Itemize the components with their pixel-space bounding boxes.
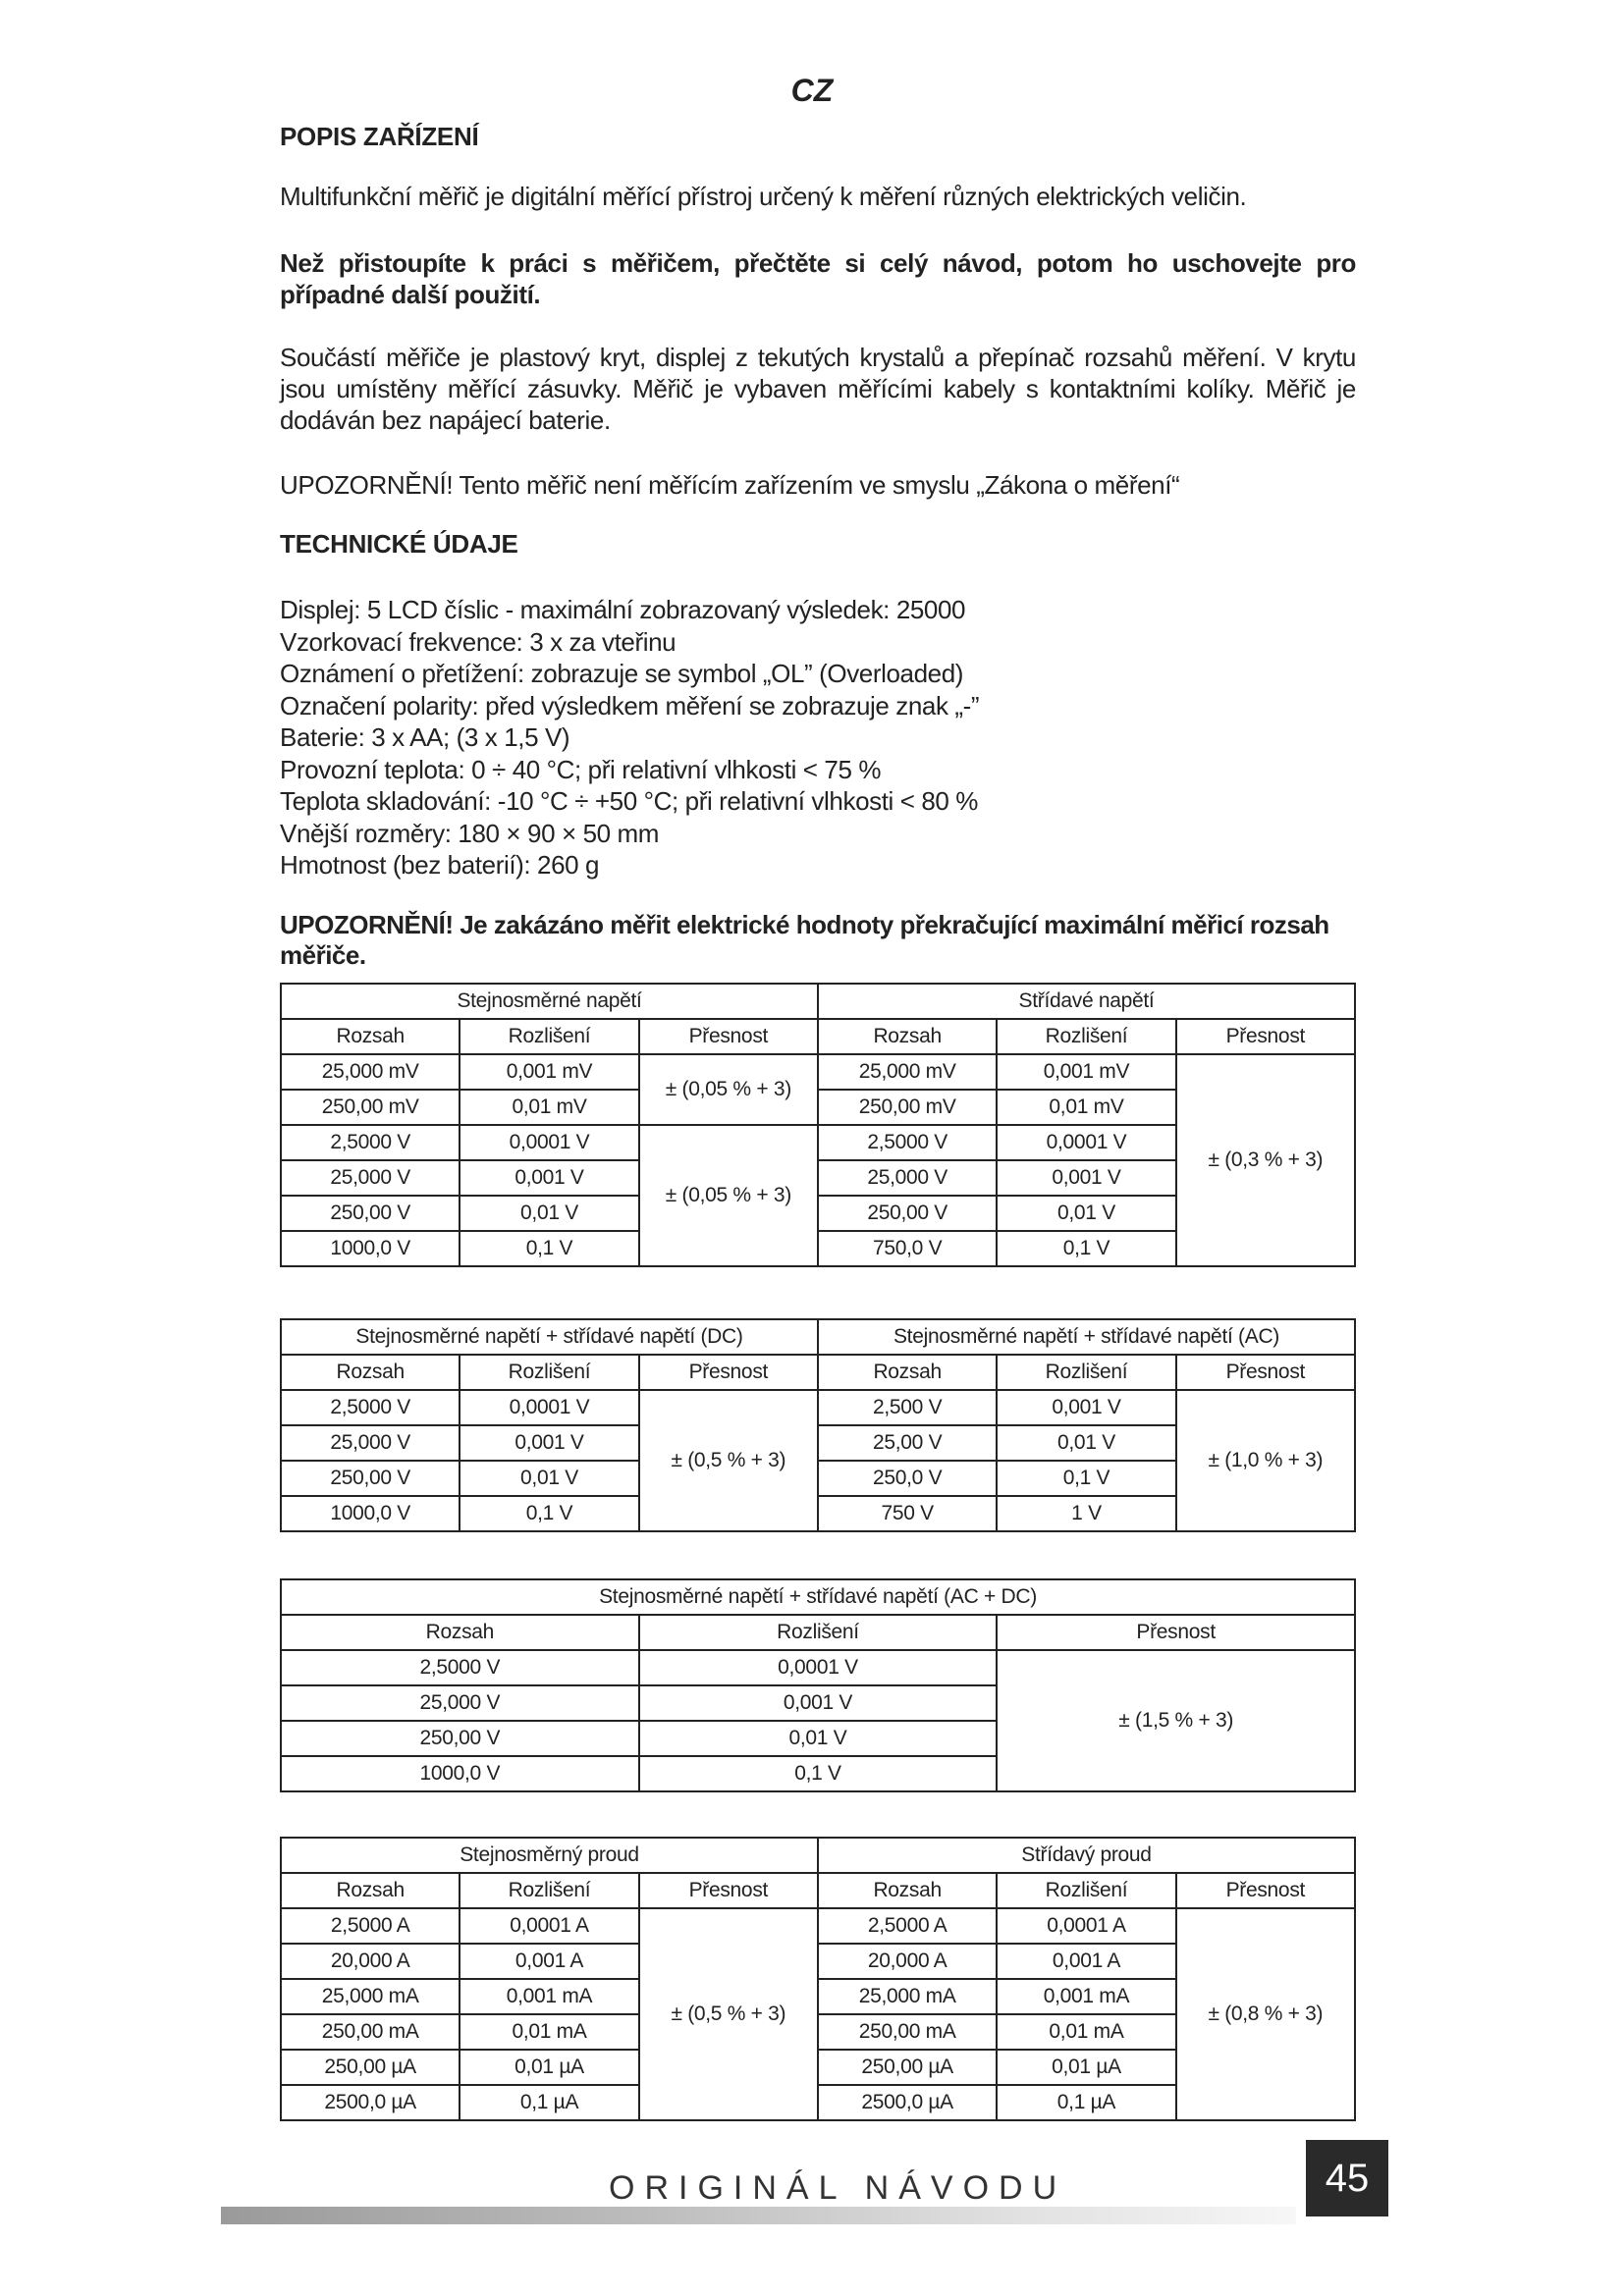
spec-item: Oznámení o přetížení: zobrazuje se symbol „OL” (Overloaded) xyxy=(280,659,964,688)
col-resolution: Rozlišení xyxy=(997,1019,1175,1054)
accuracy-cell: ± (0,3 % + 3) xyxy=(1176,1054,1355,1266)
table-cell: 25,000 mA xyxy=(281,1979,460,2014)
table-cell: 750 V xyxy=(818,1496,997,1531)
table-header-row xyxy=(281,1838,1355,1873)
table-cell: 1000,0 V xyxy=(281,1496,460,1531)
table-cell: 1000,0 V xyxy=(281,1756,639,1791)
table-cell: 0,001 mV xyxy=(460,1054,638,1090)
table-cell: 25,000 mV xyxy=(281,1054,460,1090)
table-cell: 250,00 V xyxy=(281,1196,460,1231)
col-resolution: Rozlišení xyxy=(460,1355,638,1390)
table-cell: 0,1 V xyxy=(460,1231,638,1266)
table-cell: 0,01 mV xyxy=(997,1090,1175,1125)
table-cell: 2,5000 V xyxy=(281,1650,639,1685)
table-cell: 0,001 mA xyxy=(460,1979,638,2014)
col-range: Rozsah xyxy=(818,1873,997,1908)
accuracy-cell: ± (0,5 % + 3) xyxy=(639,1390,818,1531)
col-accuracy: Přesnost xyxy=(997,1615,1355,1650)
range-warning: UPOZORNĚNÍ! Je zakázáno měřit elektrické hodnoty překračující maximální měřicí rozsah měřiče. xyxy=(280,910,1329,970)
table-cell: 25,000 mA xyxy=(818,1979,997,2014)
table-cell: 2500,0 µA xyxy=(818,2085,997,2120)
dc-ac-voltage-table xyxy=(280,1318,1356,1532)
col-accuracy: Přesnost xyxy=(639,1355,818,1390)
intro-paragraph: Multifunkční měřič je digitální měřící přístroj určený k měření různých elektrických veličin. xyxy=(280,182,1247,211)
spec-item: Vzorkovací frekvence: 3 x za vteřinu xyxy=(280,626,677,657)
accuracy-cell: ± (0,05 % + 3) xyxy=(639,1054,818,1125)
table-cell: 250,00 V xyxy=(818,1196,997,1231)
table-cell: 0,001 V xyxy=(460,1425,638,1461)
table-cell: 0,01 V xyxy=(460,1196,638,1231)
col-resolution: Rozlišení xyxy=(460,1019,638,1054)
current-table xyxy=(280,1837,1356,2121)
table-cell: 2,500 V xyxy=(818,1390,997,1425)
accuracy-cell: ± (1,5 % + 3) xyxy=(997,1650,1355,1791)
table-cell: 1 V xyxy=(997,1496,1175,1531)
table-cell: 0,01 V xyxy=(639,1721,998,1756)
table-cell: 1000,0 V xyxy=(281,1231,460,1266)
table-cell: 25,000 V xyxy=(281,1425,460,1461)
table-header-row xyxy=(281,1579,1355,1615)
table-cell: 0,01 mV xyxy=(460,1090,638,1125)
spec-item: Provozní teplota: 0 ÷ 40 °C; při relativní vlhkosti < 75 % xyxy=(280,754,882,784)
col-range: Rozsah xyxy=(281,1615,639,1650)
col-accuracy: Přesnost xyxy=(1176,1019,1355,1054)
accuracy-cell: ± (1,0 % + 3) xyxy=(1176,1390,1355,1531)
table-cell: 2,5000 V xyxy=(818,1125,997,1160)
col-resolution: Rozlišení xyxy=(997,1355,1175,1390)
col-resolution: Rozlišení xyxy=(639,1615,998,1650)
table-cell: 250,00 µA xyxy=(818,2050,997,2085)
table-cell: 25,00 V xyxy=(818,1425,997,1461)
table-cell: 0,001 V xyxy=(460,1160,638,1196)
table-cell: 0,01 µA xyxy=(460,2050,638,2085)
accuracy-cell: ± (0,05 % + 3) xyxy=(639,1125,818,1266)
table-cell: 250,0 V xyxy=(818,1461,997,1496)
table-cell: 0,001 A xyxy=(460,1944,638,1979)
table-cell: 0,001 V xyxy=(997,1160,1175,1196)
table-row xyxy=(281,1650,1355,1685)
dc-current-header: Stejnosměrný proud xyxy=(281,1838,818,1873)
table-cell: 2,5000 V xyxy=(281,1125,460,1160)
dc-voltage-header: Stejnosměrné napětí xyxy=(281,984,818,1019)
read-manual-paragraph: Než přistoupíte k práci s měřičem, přečtěte si celý návod, potom ho uschovejte pro případné další použití. xyxy=(280,248,1356,309)
table-cell: 250,00 V xyxy=(281,1461,460,1496)
table-column-row xyxy=(281,1355,1355,1390)
col-range: Rozsah xyxy=(281,1355,460,1390)
page-number: 45 xyxy=(1306,2140,1388,2216)
table-cell: 250,00 mV xyxy=(818,1090,997,1125)
table-column-row xyxy=(281,1615,1355,1650)
table-cell: 20,000 A xyxy=(818,1944,997,1979)
table-cell: 0,1 V xyxy=(460,1496,638,1531)
col-accuracy: Přesnost xyxy=(1176,1873,1355,1908)
col-accuracy: Přesnost xyxy=(639,1873,818,1908)
spec-list xyxy=(280,594,1356,881)
table-cell: 250,00 mA xyxy=(281,2014,460,2050)
ac-dc-header: Stejnosměrné napětí + střídavé napětí (AC + DC) xyxy=(281,1579,1355,1615)
col-range: Rozsah xyxy=(818,1019,997,1054)
table-cell: 0,1 V xyxy=(639,1756,998,1791)
legal-warning: UPOZORNĚNÍ! Tento měřič není měřícím zařízením ve smyslu „Zákona o měření“ xyxy=(280,470,1180,500)
table-column-row xyxy=(281,1019,1355,1054)
table-cell: 2,5000 A xyxy=(281,1908,460,1944)
table-cell: 750,0 V xyxy=(818,1231,997,1266)
spec-item: Teplota skladování: -10 °C ÷ +50 °C; při relativní vlhkosti < 80 % xyxy=(280,786,979,816)
table-cell: 0,001 V xyxy=(639,1685,998,1721)
table-cell: 20,000 A xyxy=(281,1944,460,1979)
table-cell: 2500,0 µA xyxy=(281,2085,460,2120)
col-resolution: Rozlišení xyxy=(997,1873,1175,1908)
table-cell: 0,1 V xyxy=(997,1231,1175,1266)
col-range: Rozsah xyxy=(818,1355,997,1390)
table-cell: 25,000 mV xyxy=(818,1054,997,1090)
table-cell: 0,0001 V xyxy=(460,1390,638,1425)
ac-header: Stejnosměrné napětí + střídavé napětí (AC) xyxy=(818,1319,1355,1355)
spec-item: Baterie: 3 x AA; (3 x 1,5 V) xyxy=(280,722,570,752)
ac-dc-voltage-table xyxy=(280,1578,1356,1792)
table-cell: 0,1 V xyxy=(997,1461,1175,1496)
table-cell: 0,1 µA xyxy=(460,2085,638,2120)
col-accuracy: Přesnost xyxy=(639,1019,818,1054)
table-cell: 0,01 V xyxy=(997,1425,1175,1461)
spec-item: Hmotnost (bez baterií): 260 g xyxy=(280,850,600,880)
table-column-row xyxy=(281,1873,1355,1908)
table-cell: 0,0001 A xyxy=(997,1908,1175,1944)
dc-header: Stejnosměrné napětí + střídavé napětí (DC) xyxy=(281,1319,818,1355)
table-cell: 0,001 mV xyxy=(997,1054,1175,1090)
table-cell: 250,00 mA xyxy=(818,2014,997,2050)
footer-title: ORIGINÁL NÁVODU xyxy=(609,2169,1067,2207)
table-cell: 0,001 A xyxy=(997,1944,1175,1979)
table-row xyxy=(281,1390,1355,1425)
ac-current-header: Střídavý proud xyxy=(818,1838,1355,1873)
device-description-heading: POPIS ZAŘÍZENÍ xyxy=(280,122,479,151)
technical-data-heading: TECHNICKÉ ÚDAJE xyxy=(280,529,518,559)
table-cell: 250,00 mV xyxy=(281,1090,460,1125)
table-cell: 250,00 V xyxy=(281,1721,639,1756)
table-cell: 0,01 V xyxy=(460,1461,638,1496)
col-resolution: Rozlišení xyxy=(460,1873,638,1908)
col-range: Rozsah xyxy=(281,1019,460,1054)
table-cell: 25,000 V xyxy=(281,1160,460,1196)
voltage-table xyxy=(280,983,1356,1267)
table-cell: 25,000 V xyxy=(818,1160,997,1196)
accuracy-cell: ± (0,5 % + 3) xyxy=(639,1908,818,2120)
ac-voltage-header: Střídavé napětí xyxy=(818,984,1355,1019)
table-cell: 0,0001 A xyxy=(460,1908,638,1944)
table-row xyxy=(281,1054,1355,1090)
footer-gradient-bar xyxy=(221,2207,1296,2224)
table-cell: 25,000 V xyxy=(281,1685,639,1721)
table-header-row xyxy=(281,984,1355,1019)
language-tag: CZ xyxy=(790,73,834,108)
table-cell: 0,0001 V xyxy=(997,1125,1175,1160)
table-cell: 2,5000 A xyxy=(818,1908,997,1944)
table-cell: 0,0001 V xyxy=(460,1125,638,1160)
col-accuracy: Přesnost xyxy=(1176,1355,1355,1390)
table-cell: 0,01 µA xyxy=(997,2050,1175,2085)
spec-item: Displej: 5 LCD číslic - maximální zobrazovaný výsledek: 25000 xyxy=(280,595,966,624)
spec-item: Označení polarity: před výsledkem měření se zobrazuje znak „-” xyxy=(280,690,980,721)
col-range: Rozsah xyxy=(281,1873,460,1908)
table-cell: 2,5000 V xyxy=(281,1390,460,1425)
table-cell: 0,001 V xyxy=(997,1390,1175,1425)
table-cell: 0,0001 V xyxy=(639,1650,998,1685)
table-cell: 0,01 mA xyxy=(460,2014,638,2050)
table-cell: 0,1 µA xyxy=(997,2085,1175,2120)
accuracy-cell: ± (0,8 % + 3) xyxy=(1176,1908,1355,2120)
table-cell: 0,01 V xyxy=(997,1196,1175,1231)
table-cell: 0,001 mA xyxy=(997,1979,1175,2014)
table-header-row xyxy=(281,1319,1355,1355)
table-row xyxy=(281,1908,1355,1944)
table-cell: 0,01 mA xyxy=(997,2014,1175,2050)
spec-item: Vnější rozměry: 180 × 90 × 50 mm xyxy=(280,818,660,848)
table-cell: 250,00 µA xyxy=(281,2050,460,2085)
components-paragraph: Součástí měřiče je plastový kryt, displej z tekutých krystalů a přepínač rozsahů měření. V krytu jsou umístěny měřící zásuvky. Měřič je vybaven měřícími kabely s kontaktními kolíky. Měřič je dodáván bez napájecí baterie. xyxy=(280,343,1356,435)
